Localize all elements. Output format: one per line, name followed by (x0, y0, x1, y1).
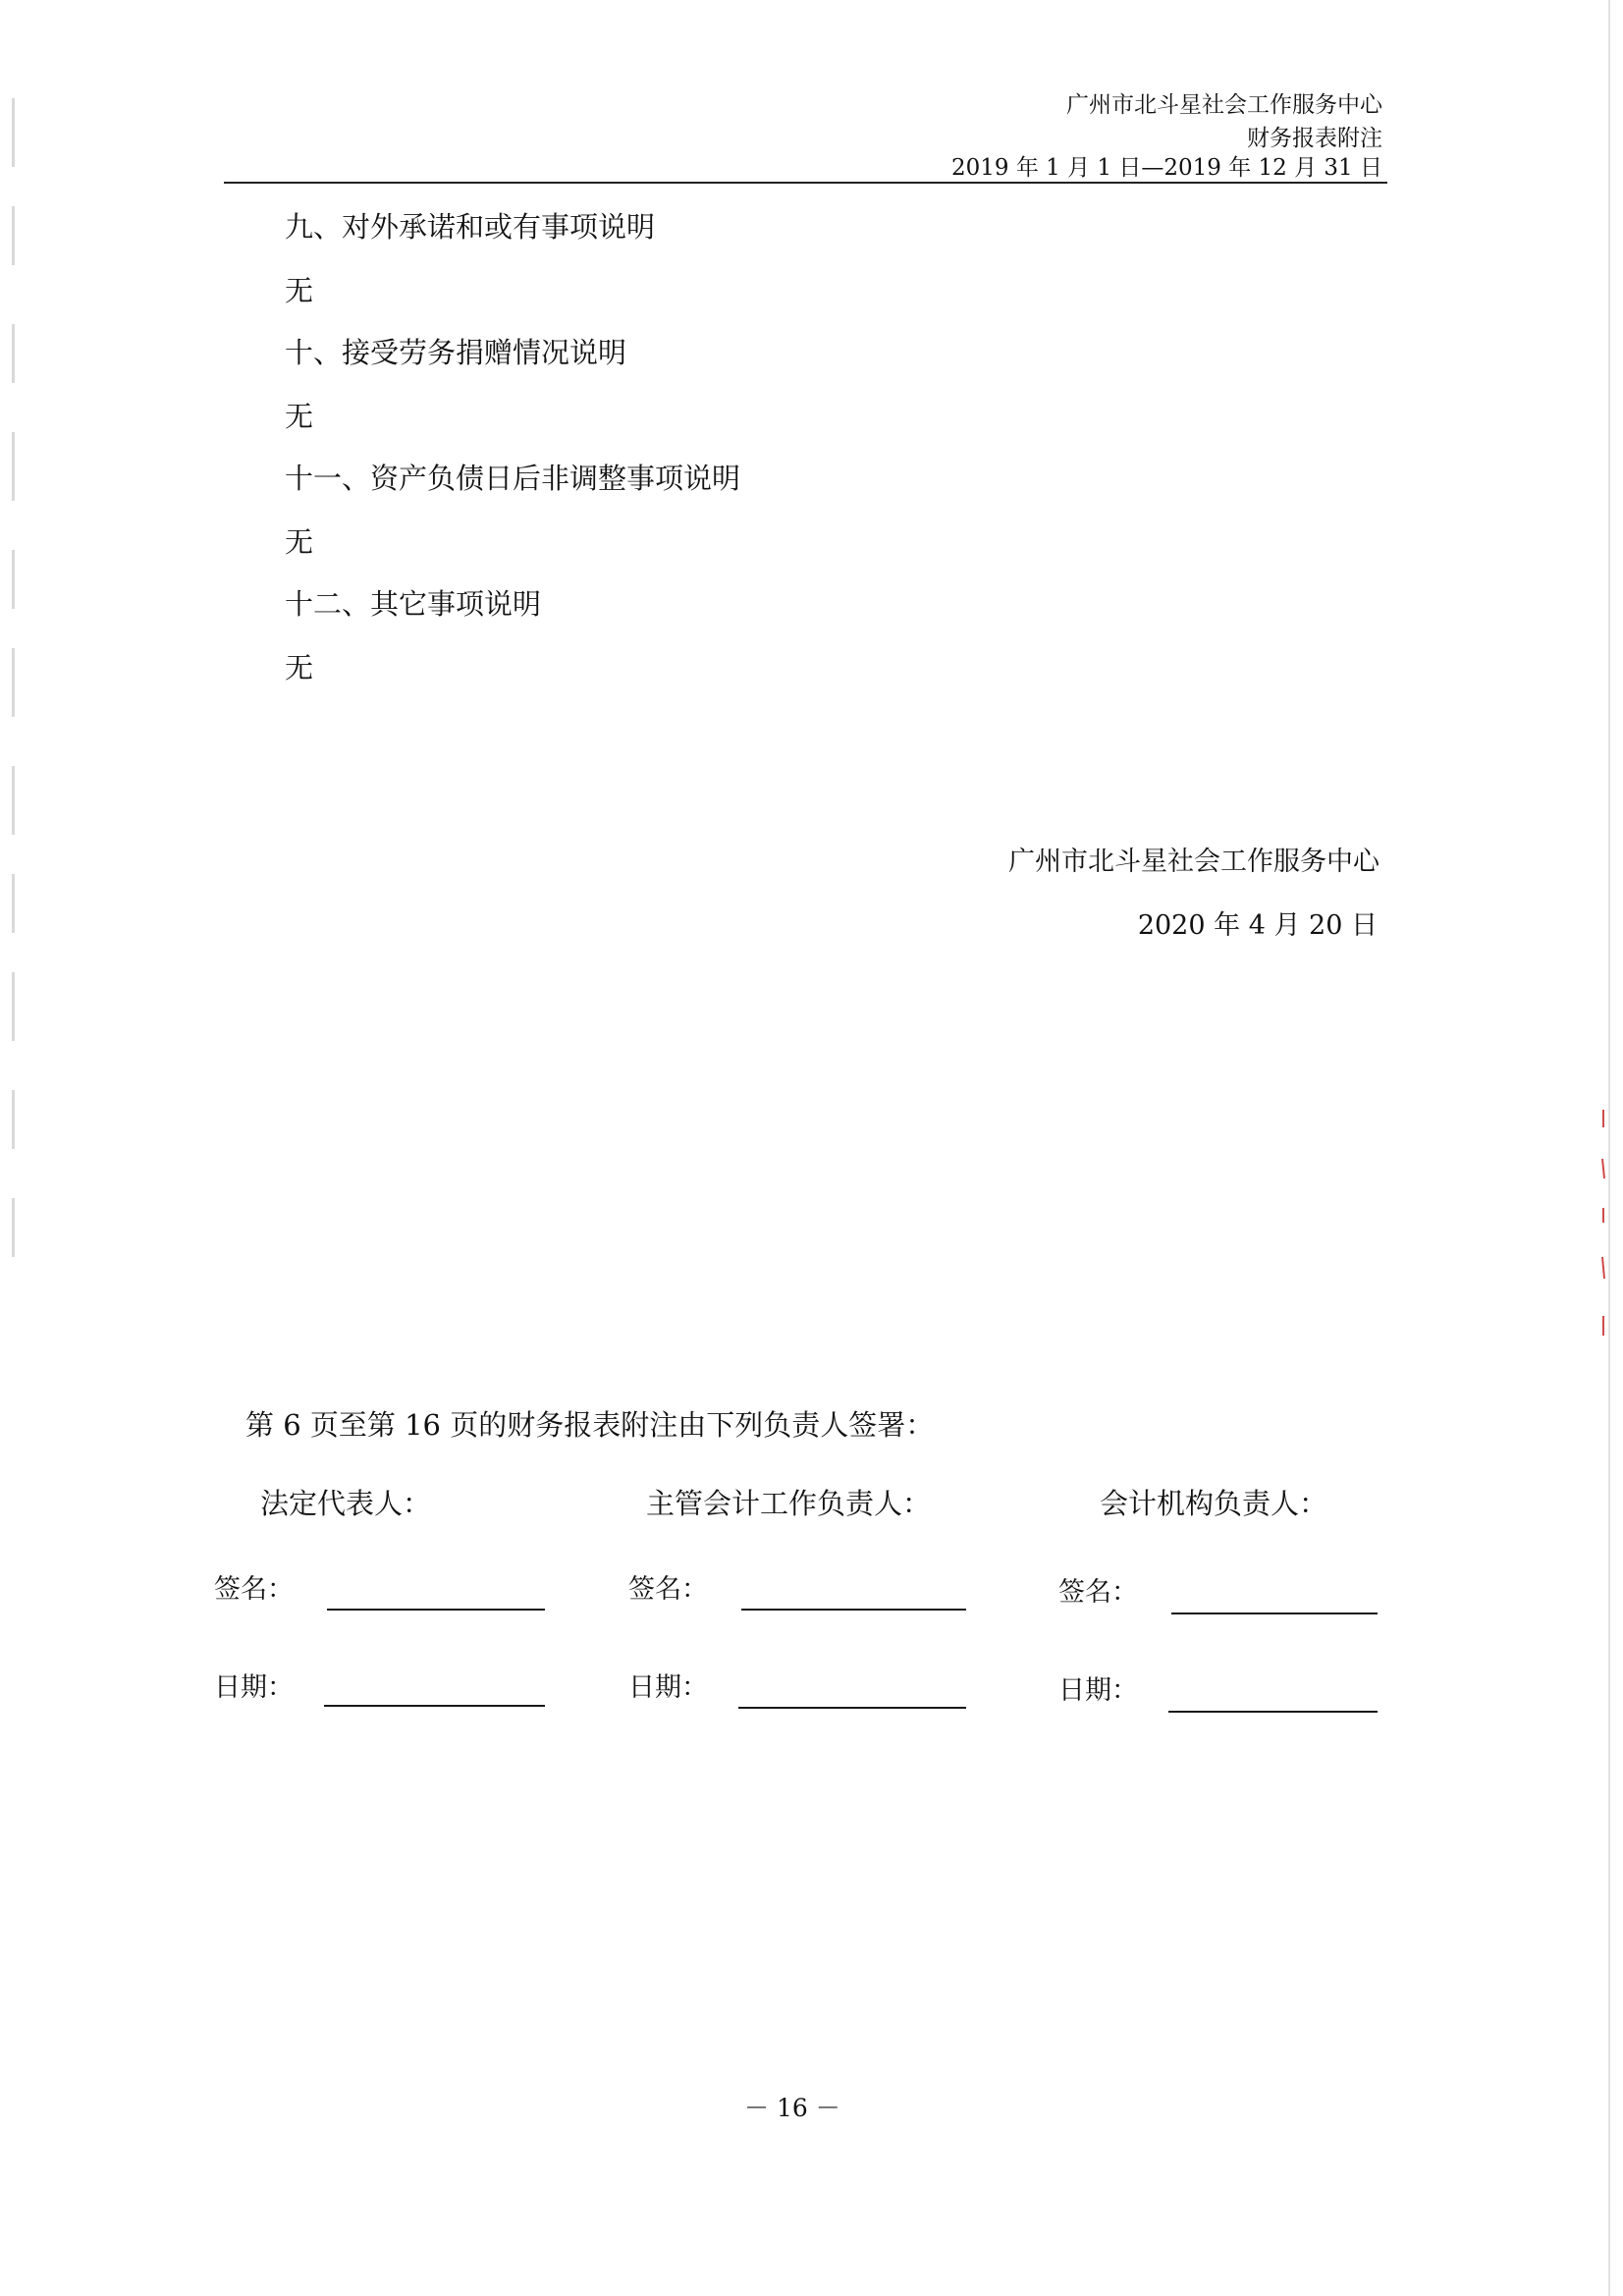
section-body: 无 (285, 400, 314, 433)
closing-date: 2020 年 4 月 20 日 (1137, 910, 1378, 941)
section-title: 九、对外承诺和或有事项说明 (285, 210, 656, 244)
sign-label: 签名： (1058, 1577, 1138, 1608)
section-title: 十、接受劳务捐赠情况说明 (285, 336, 627, 369)
section-body: 无 (285, 525, 314, 559)
scan-artifact (12, 648, 15, 717)
signature-heading-chief-accountant: 主管会计工作负责人： (646, 1487, 932, 1520)
date-label: 日期： (1058, 1675, 1138, 1706)
section-title: 十二、其它事项说明 (285, 587, 542, 621)
date-label: 日期： (628, 1672, 708, 1703)
section-body: 无 (285, 651, 314, 684)
signature-line (1171, 1613, 1378, 1614)
section-title: 十一、资产负债日后非调整事项说明 (285, 462, 741, 495)
header-rule (224, 182, 1387, 184)
closing-org-name: 广州市北斗星社会工作服务中心 (1008, 847, 1380, 877)
signature-line (327, 1609, 545, 1611)
scan-artifact (12, 550, 15, 609)
sign-label: 签名： (628, 1574, 708, 1605)
scan-artifact (12, 1090, 15, 1149)
signature-heading-accounting-head: 会计机构负责人： (1100, 1487, 1328, 1520)
signature-heading-legal-rep: 法定代表人： (260, 1487, 432, 1520)
scan-artifact (12, 432, 15, 501)
signature-line (741, 1609, 966, 1611)
scan-edge (1608, 0, 1610, 2296)
section-body: 无 (285, 274, 314, 307)
scan-artifact (12, 206, 15, 265)
date-line (324, 1705, 545, 1707)
date-line (1168, 1711, 1378, 1713)
scan-artifact (12, 874, 15, 933)
date-line (738, 1707, 966, 1709)
header-period: 2019 年 1 月 1 日—2019 年 12 月 31 日 (951, 155, 1382, 181)
scan-artifact (12, 972, 15, 1041)
date-label: 日期： (214, 1672, 294, 1703)
signature-intro: 第 6 页至第 16 页的财务报表附注由下列负责人签署： (245, 1408, 935, 1442)
header-doc-title: 财务报表附注 (1247, 126, 1382, 151)
page-number: － 16 － (744, 2094, 840, 2122)
scan-artifact (12, 766, 15, 835)
sign-label: 签名： (214, 1574, 294, 1605)
scan-artifact (12, 98, 15, 167)
scan-artifact (12, 324, 15, 383)
stamp-fragment-icon (1598, 1100, 1608, 1365)
scan-artifact (12, 1198, 15, 1257)
header-org-name: 广州市北斗星社会工作服务中心 (1066, 92, 1382, 118)
